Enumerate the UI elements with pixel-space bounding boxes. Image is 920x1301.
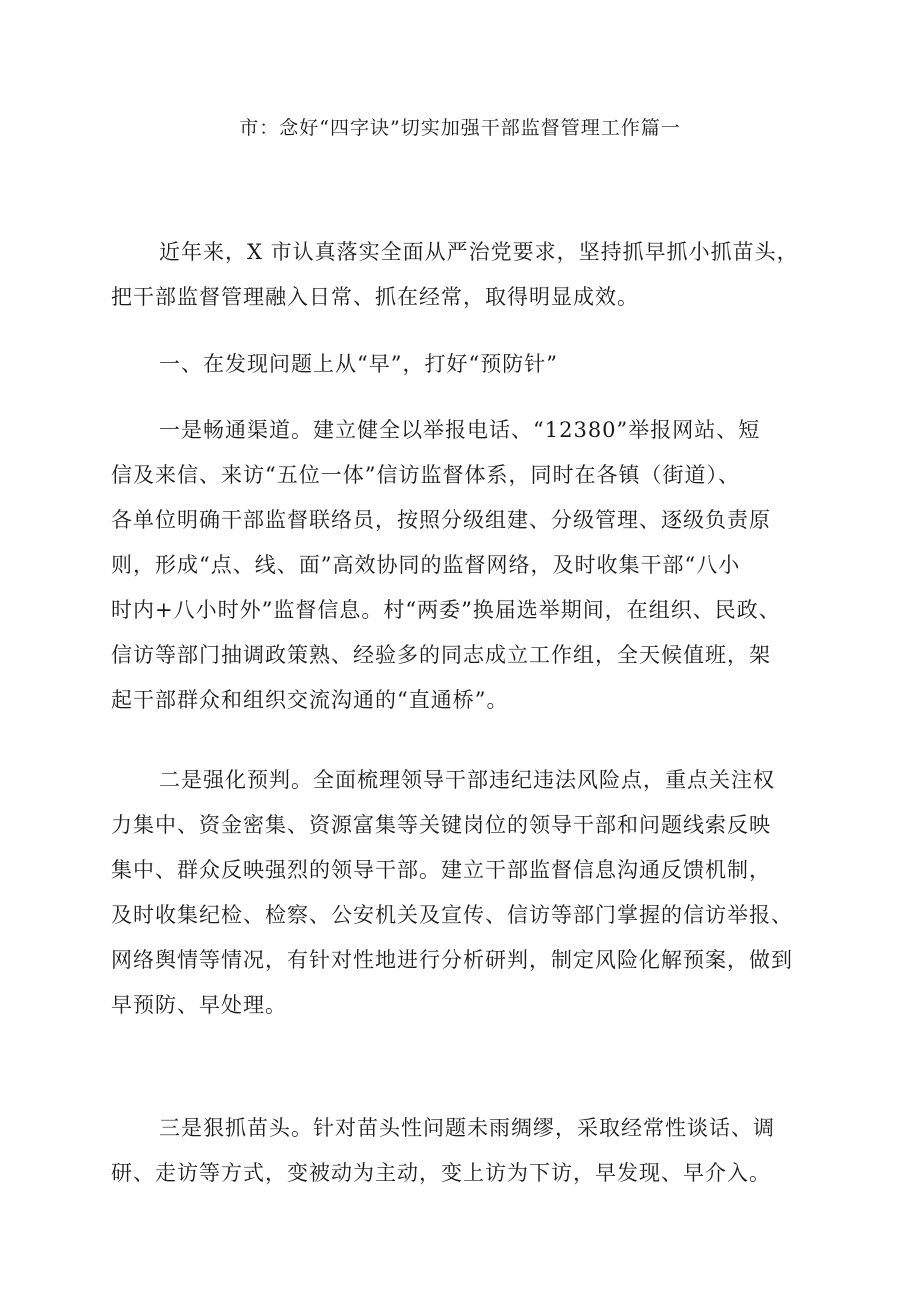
paragraph-prediction [111,758,831,1028]
paragraph-line: 早预防、早处理。 [111,993,287,1017]
document-title: 市：念好“四字诀”切实加强干部监督管理工作篇一 [239,117,681,139]
paragraph-line: 研、走访等方式，变被动为主动，变上访为下访，早发现、早介入。 [111,1161,771,1185]
paragraph-line: 把干部监督管理融入日常、抓在经常，取得明显成效。 [111,285,639,309]
paragraph-line: 则，形成“点、线、面”高效协同的监督网络，及时收集干部“八小 [111,553,741,577]
paragraph-line: 及时收集纪检、检察、公安机关及宣传、信访等部门掌握的信访举报、 [111,903,793,927]
paragraph-line: 网络舆情等情况，有针对性地进行分析研判，制定风险化解预案，做到 [111,948,793,972]
paragraph-line: 三是狠抓苗头。针对苗头性问题未雨绸缪，采取经常性谈话、调 [159,1116,775,1140]
paragraph-intro [111,230,831,320]
paragraph-line: 信访等部门抽调政策熟、经验多的同志成立工作组，全天候值班，架 [111,643,771,667]
paragraph-line: 各单位明确干部监督联络员，按照分级组建、分级管理、逐级负责原 [111,508,771,532]
paragraph-line: 信及来信、来访“五位一体”信访监督体系，同时在各镇（街道）、 [111,463,740,487]
paragraph-early-signs [111,1106,831,1196]
paragraph-line: 起干部群众和组织交流沟通的“直通桥”。 [111,688,509,712]
paragraph-line: 二是强化预判。全面梳理领导干部违纪违法风险点，重点关注权 [159,768,775,792]
paragraph-channels [111,408,831,723]
paragraph-line: 集中、群众反映强烈的领导干部。建立干部监督信息沟通反馈机制， [111,858,771,882]
section-heading [111,342,831,387]
paragraph-line: 近年来，X 市认真落实全面从严治党要求，坚持抓早抓小抓苗头， [159,240,799,264]
heading-line: 一、在发现问题上从“早”，打好“预防针” [159,352,558,376]
paragraph-line: 时内+八小时外”监督信息。村“两委”换届选举期间，在组织、民政、 [111,598,781,622]
paragraph-line: 力集中、资金密集、资源富集等关键岗位的领导干部和问题线索反映 [111,813,771,837]
paragraph-line: 一是畅通渠道。建立健全以举报电话、“12380”举报网站、短 [159,418,761,442]
